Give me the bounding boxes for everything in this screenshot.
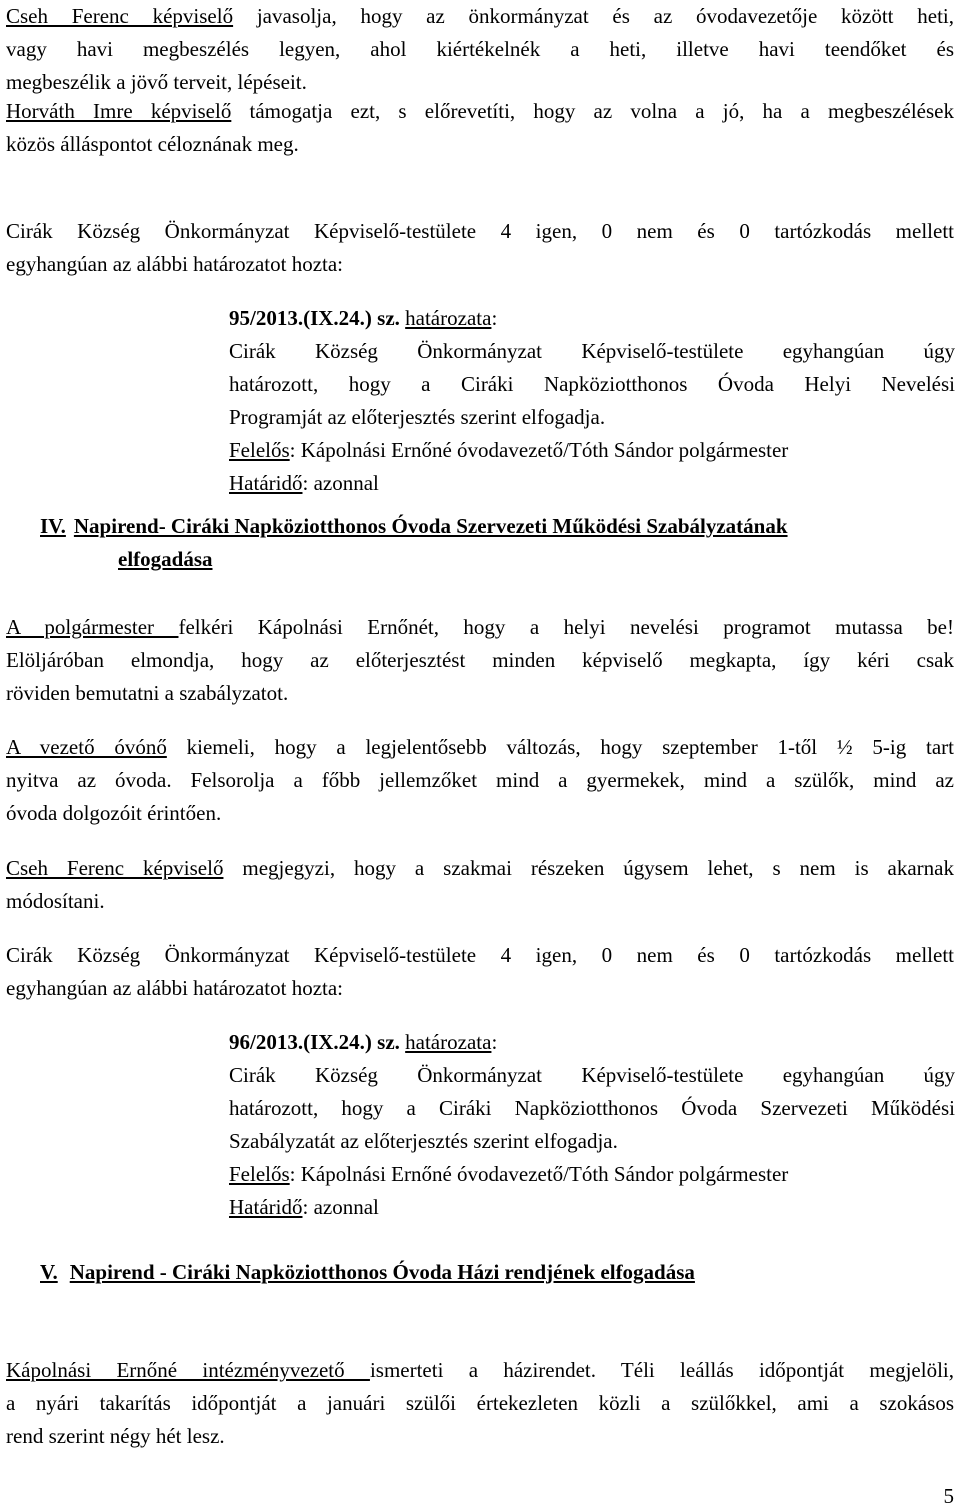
responsible-label: Felelős	[229, 1162, 290, 1186]
responsible-line	[229, 434, 955, 467]
resolution-number: 96/2013.(IX.24.) sz.	[229, 1030, 400, 1054]
vote-statement-1	[6, 215, 954, 281]
text-segment: felkéri Kápolnási Ernőnét, hogy a helyi nevelési programot mutassa be!	[178, 615, 954, 639]
resolution-label: határozata	[405, 1030, 492, 1054]
page-number: 5	[943, 1484, 954, 1508]
text-line	[6, 0, 954, 33]
text-line	[6, 1354, 954, 1387]
colon: :	[491, 1030, 498, 1054]
heading-line	[40, 543, 940, 576]
paragraph-mayor-request	[6, 611, 954, 710]
speaker-name: Cseh Ferenc képviselő	[6, 856, 224, 880]
heading-number: IV.	[40, 514, 66, 538]
heading-title-continued: elfogadása	[118, 547, 213, 571]
responsible-value: : Kápolnási Ernőné óvodavezető/Tóth Sándor polgármester	[289, 1162, 789, 1186]
paragraph-cseh-remark	[6, 852, 954, 918]
text-line: közös álláspontot céloznának meg.	[6, 132, 299, 156]
resolution-95	[229, 302, 955, 500]
text-line: Cirák Község Önkormányzat Képviselő-testülete egyhangúan úgy	[229, 339, 955, 363]
paragraph-head-teacher	[6, 731, 954, 830]
heading-line	[40, 510, 940, 543]
resolution-label: határozata	[405, 306, 492, 330]
text-segment: ismerteti a házirendet. Téli leállás időpontját megjelöli,	[369, 1358, 954, 1382]
paragraph-cseh-proposal	[6, 0, 954, 99]
deadline-label: Határidő	[229, 1195, 303, 1219]
responsible-value: : Kápolnási Ernőné óvodavezető/Tóth Sándor polgármester	[289, 438, 789, 462]
deadline-value: : azonnal	[302, 471, 379, 495]
text-line: óvoda dolgozóit érintően.	[6, 801, 222, 825]
text-line	[6, 611, 954, 644]
speaker-name: Cseh Ferenc képviselő	[6, 4, 234, 28]
text-segment: javasolja, hogy az önkormányzat és az óvodavezetője között heti,	[233, 4, 954, 28]
text-line: Szabályzatát az előterjesztés szerint elfogadja.	[229, 1129, 618, 1153]
speaker-name: A vezető óvónő	[6, 735, 167, 759]
text-line: egyhangúan az alábbi határozatot hozta:	[6, 252, 344, 276]
deadline-value: : azonnal	[302, 1195, 379, 1219]
agenda-heading-iv	[40, 510, 940, 576]
text-line	[6, 731, 954, 764]
speaker-name: Kápolnási Ernőné intézményvezető	[6, 1358, 370, 1382]
text-segment: támogatja ezt, s előrevetíti, hogy az volna a jó, ha a megbeszélések	[231, 99, 954, 123]
responsible-line	[229, 1158, 955, 1191]
text-line: rend szerint négy hét lesz.	[6, 1424, 225, 1448]
text-line: Cirák Község Önkormányzat Képviselő-testülete 4 igen, 0 nem és 0 tartózkodás mellett	[6, 943, 954, 967]
text-segment: megjegyzi, hogy a szakmai részeken úgysem lehet, s nem is akarnak	[223, 856, 954, 880]
colon: :	[491, 306, 498, 330]
paragraph-horvath-support	[6, 95, 954, 161]
deadline-line	[229, 1191, 955, 1224]
heading-title: Napirend- Ciráki Napköziotthonos Óvoda Szervezeti Működési Szabályzatának	[73, 514, 788, 538]
resolution-title	[229, 302, 955, 335]
deadline-label: Határidő	[229, 471, 303, 495]
text-line	[6, 95, 954, 128]
heading-line	[40, 1256, 940, 1289]
resolution-96	[229, 1026, 955, 1224]
text-line: határozott, hogy a Ciráki Napköziotthonos Óvoda Szervezeti Működési	[229, 1096, 955, 1120]
text-line: a nyári takarítás időpontját a januári szülői értekezleten közli a szülőkkel, ami a szokásos	[6, 1391, 954, 1415]
text-line: módosítani.	[6, 889, 105, 913]
speaker-name: A polgármester	[6, 615, 179, 639]
text-line: megbeszélik a jövő terveit, lépéseit.	[6, 70, 307, 94]
text-line: Cirák Község Önkormányzat Képviselő-testülete 4 igen, 0 nem és 0 tartózkodás mellett	[6, 219, 954, 243]
text-line: egyhangúan az alábbi határozatot hozta:	[6, 976, 344, 1000]
text-line	[6, 852, 954, 885]
heading-number: V.	[40, 1260, 58, 1284]
text-line: határozott, hogy a Ciráki Napköziotthonos Óvoda Helyi Nevelési	[229, 372, 955, 396]
text-line: Programját az előterjesztés szerint elfogadja.	[229, 405, 606, 429]
speaker-name: Horváth Imre képviselő	[6, 99, 232, 123]
paragraph-house-rules	[6, 1354, 954, 1453]
text-line: vagy havi megbeszélés legyen, ahol kiértékelnék a heti, illetve havi teendőket és	[6, 37, 954, 61]
heading-title: Napirend - Ciráki Napköziotthonos Óvoda Házi rendjének elfogadása	[69, 1260, 695, 1284]
text-line: Elöljáróban elmondja, hogy az előterjesztést minden képviselő megkapta, így kéri csak	[6, 648, 954, 672]
vote-statement-2	[6, 939, 954, 1005]
responsible-label: Felelős	[229, 438, 290, 462]
text-segment: kiemeli, hogy a legjelentősebb változás, hogy szeptember 1-től ½ 5-ig tart	[166, 735, 954, 759]
text-line: röviden bemutatni a szabályzatot.	[6, 681, 289, 705]
resolution-title	[229, 1026, 955, 1059]
agenda-heading-v	[40, 1256, 940, 1289]
deadline-line	[229, 467, 955, 500]
resolution-number: 95/2013.(IX.24.) sz.	[229, 306, 400, 330]
text-line: Cirák Község Önkormányzat Képviselő-testülete egyhangúan úgy	[229, 1063, 955, 1087]
text-line: nyitva az óvoda. Felsorolja a főbb jellemzőket mind a gyermekek, mind a szülők, mind az	[6, 768, 954, 792]
